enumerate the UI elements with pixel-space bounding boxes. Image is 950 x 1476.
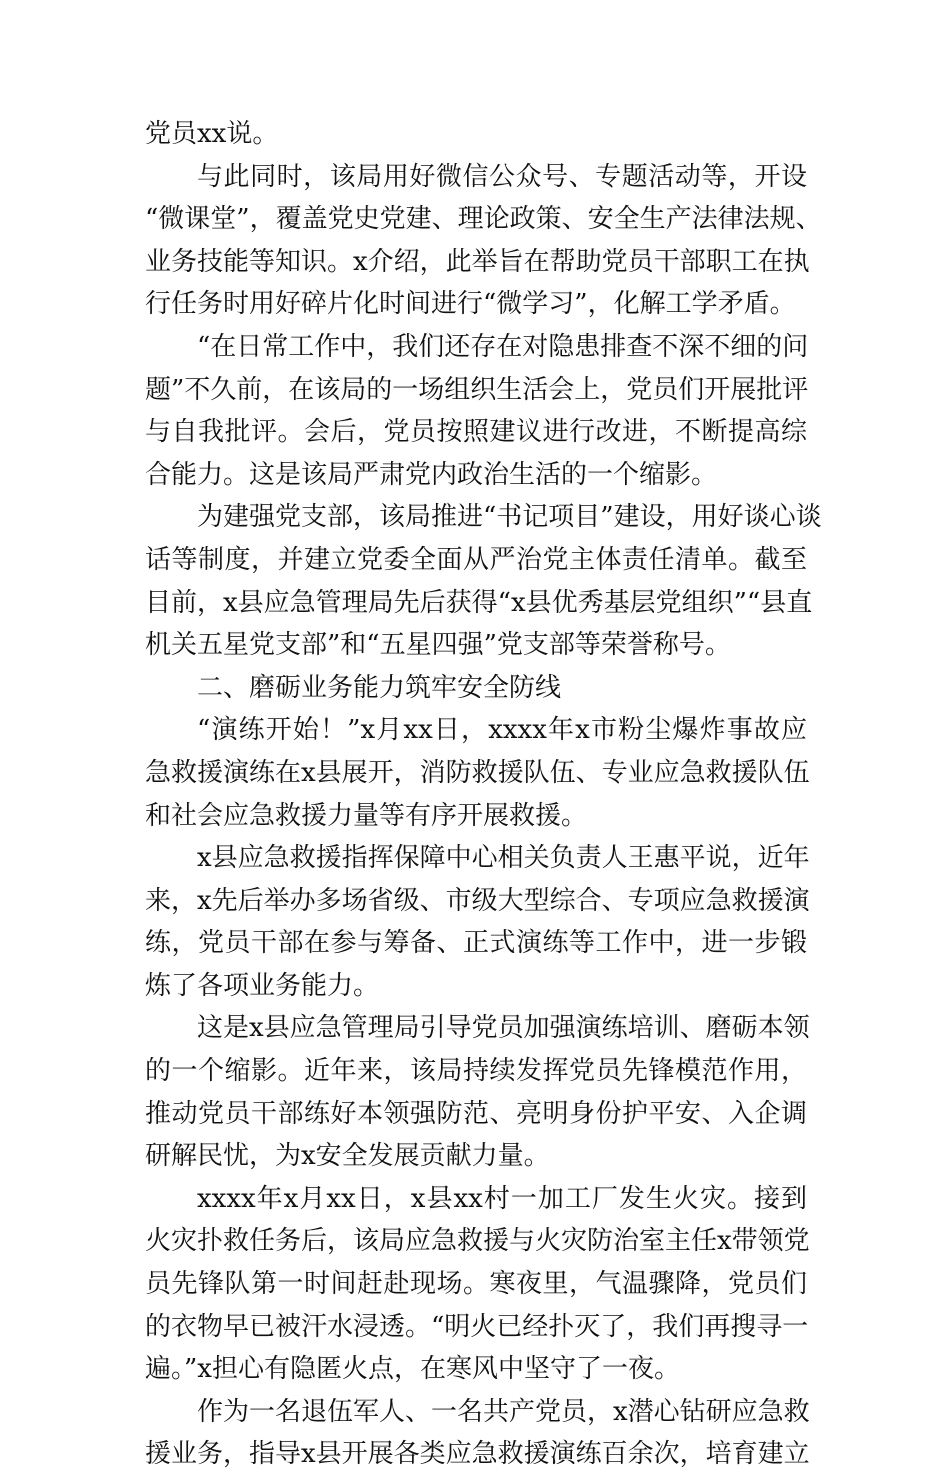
text-line: 二、磨砺业务能力筑牢安全防线 xyxy=(197,672,562,703)
text-line: 推动党员干部练好本领强防范、亮明身份护平安、入企调 xyxy=(145,1098,807,1129)
text-line: “微课堂”，覆盖党史党建、理论政策、安全生产法律法规、 xyxy=(145,204,822,235)
text-line: 遍。”x担心有隐匿火点，在寒风中坚守了一夜。 xyxy=(145,1354,680,1385)
text-line: “演练开始！”x月xx日，xxxx年x市粉尘爆炸事故应 xyxy=(197,715,807,746)
text-line: 研解民忧，为x安全发展贡献力量。 xyxy=(145,1141,550,1172)
text-line: 的衣物早已被汗水浸透。“明火已经扑灭了，我们再搜寻一 xyxy=(145,1311,809,1342)
text-line: 这是x县应急管理局引导党员加强演练培训、磨砺本领 xyxy=(197,1013,810,1044)
text-line: 业务技能等知识。x介绍，此举旨在帮助党员干部职工在执 xyxy=(145,246,810,277)
text-line: 火灾扑救任务后，该局应急救援与火灾防治室主任x带领党 xyxy=(145,1226,810,1257)
text-line: 急救援演练在x县展开，消防救援队伍、专业应急救援队伍 xyxy=(145,757,810,788)
text-line: 来，x先后举办多场省级、市级大型综合、专项应急救援演 xyxy=(145,885,810,916)
text-line: 话等制度，并建立党委全面从严治党主体责任清单。截至 xyxy=(145,544,807,575)
text-line: 行任务时用好碎片化时间进行“微学习”，化解工学矛盾。 xyxy=(145,289,796,320)
text-line: 与自我批评。会后，党员按照建议进行改进，不断提高综 xyxy=(145,417,807,448)
text-line: 党员xx说。 xyxy=(145,119,279,149)
text-line: 的一个缩影。近年来，该局持续发挥党员先锋模范作用， xyxy=(145,1056,807,1087)
text-line: 练，党员干部在参与筹备、正式演练等工作中，进一步锻 xyxy=(145,928,807,959)
text-line: 题”不久前，在该局的一场组织生活会上，党员们开展批评 xyxy=(145,374,809,405)
text-line: 合能力。这是该局严肃党内政治生活的一个缩影。 xyxy=(145,459,718,490)
document-body xyxy=(145,113,822,1476)
text-line: 作为一名退伍军人、一名共产党员，x潜心钻研应急救 xyxy=(197,1396,810,1427)
text-line: “在日常工作中，我们还存在对隐患排查不深不细的问 xyxy=(197,331,809,362)
text-line: 援业务，指导x县开展各类应急救援演练百余次，培育建立 xyxy=(145,1439,810,1470)
text-line: 员先锋队第一时间赶赴现场。寒夜里，气温骤降，党员们 xyxy=(145,1269,807,1300)
text-line: 机关五星党支部”和“五星四强”党支部等荣誉称号。 xyxy=(145,630,731,661)
text-line: 为建强党支部，该局推进“书记项目”建设，用好谈心谈 xyxy=(197,502,822,533)
text-line: 与此同时，该局用好微信公众号、专题活动等，开设 xyxy=(197,161,807,192)
text-line: xxxx年x月xx日，x县xx村一加工厂发生火灾。接到 xyxy=(197,1183,807,1214)
text-line: x县应急救援指挥保障中心相关负责人王惠平说，近年 xyxy=(197,843,810,874)
text-line: 和社会应急救援力量等有序开展救援。 xyxy=(145,800,588,831)
text-line: 目前，x县应急管理局先后获得“x县优秀基层党组织”“县直 xyxy=(145,587,813,618)
text-line: 炼了各项业务能力。 xyxy=(145,970,380,1001)
